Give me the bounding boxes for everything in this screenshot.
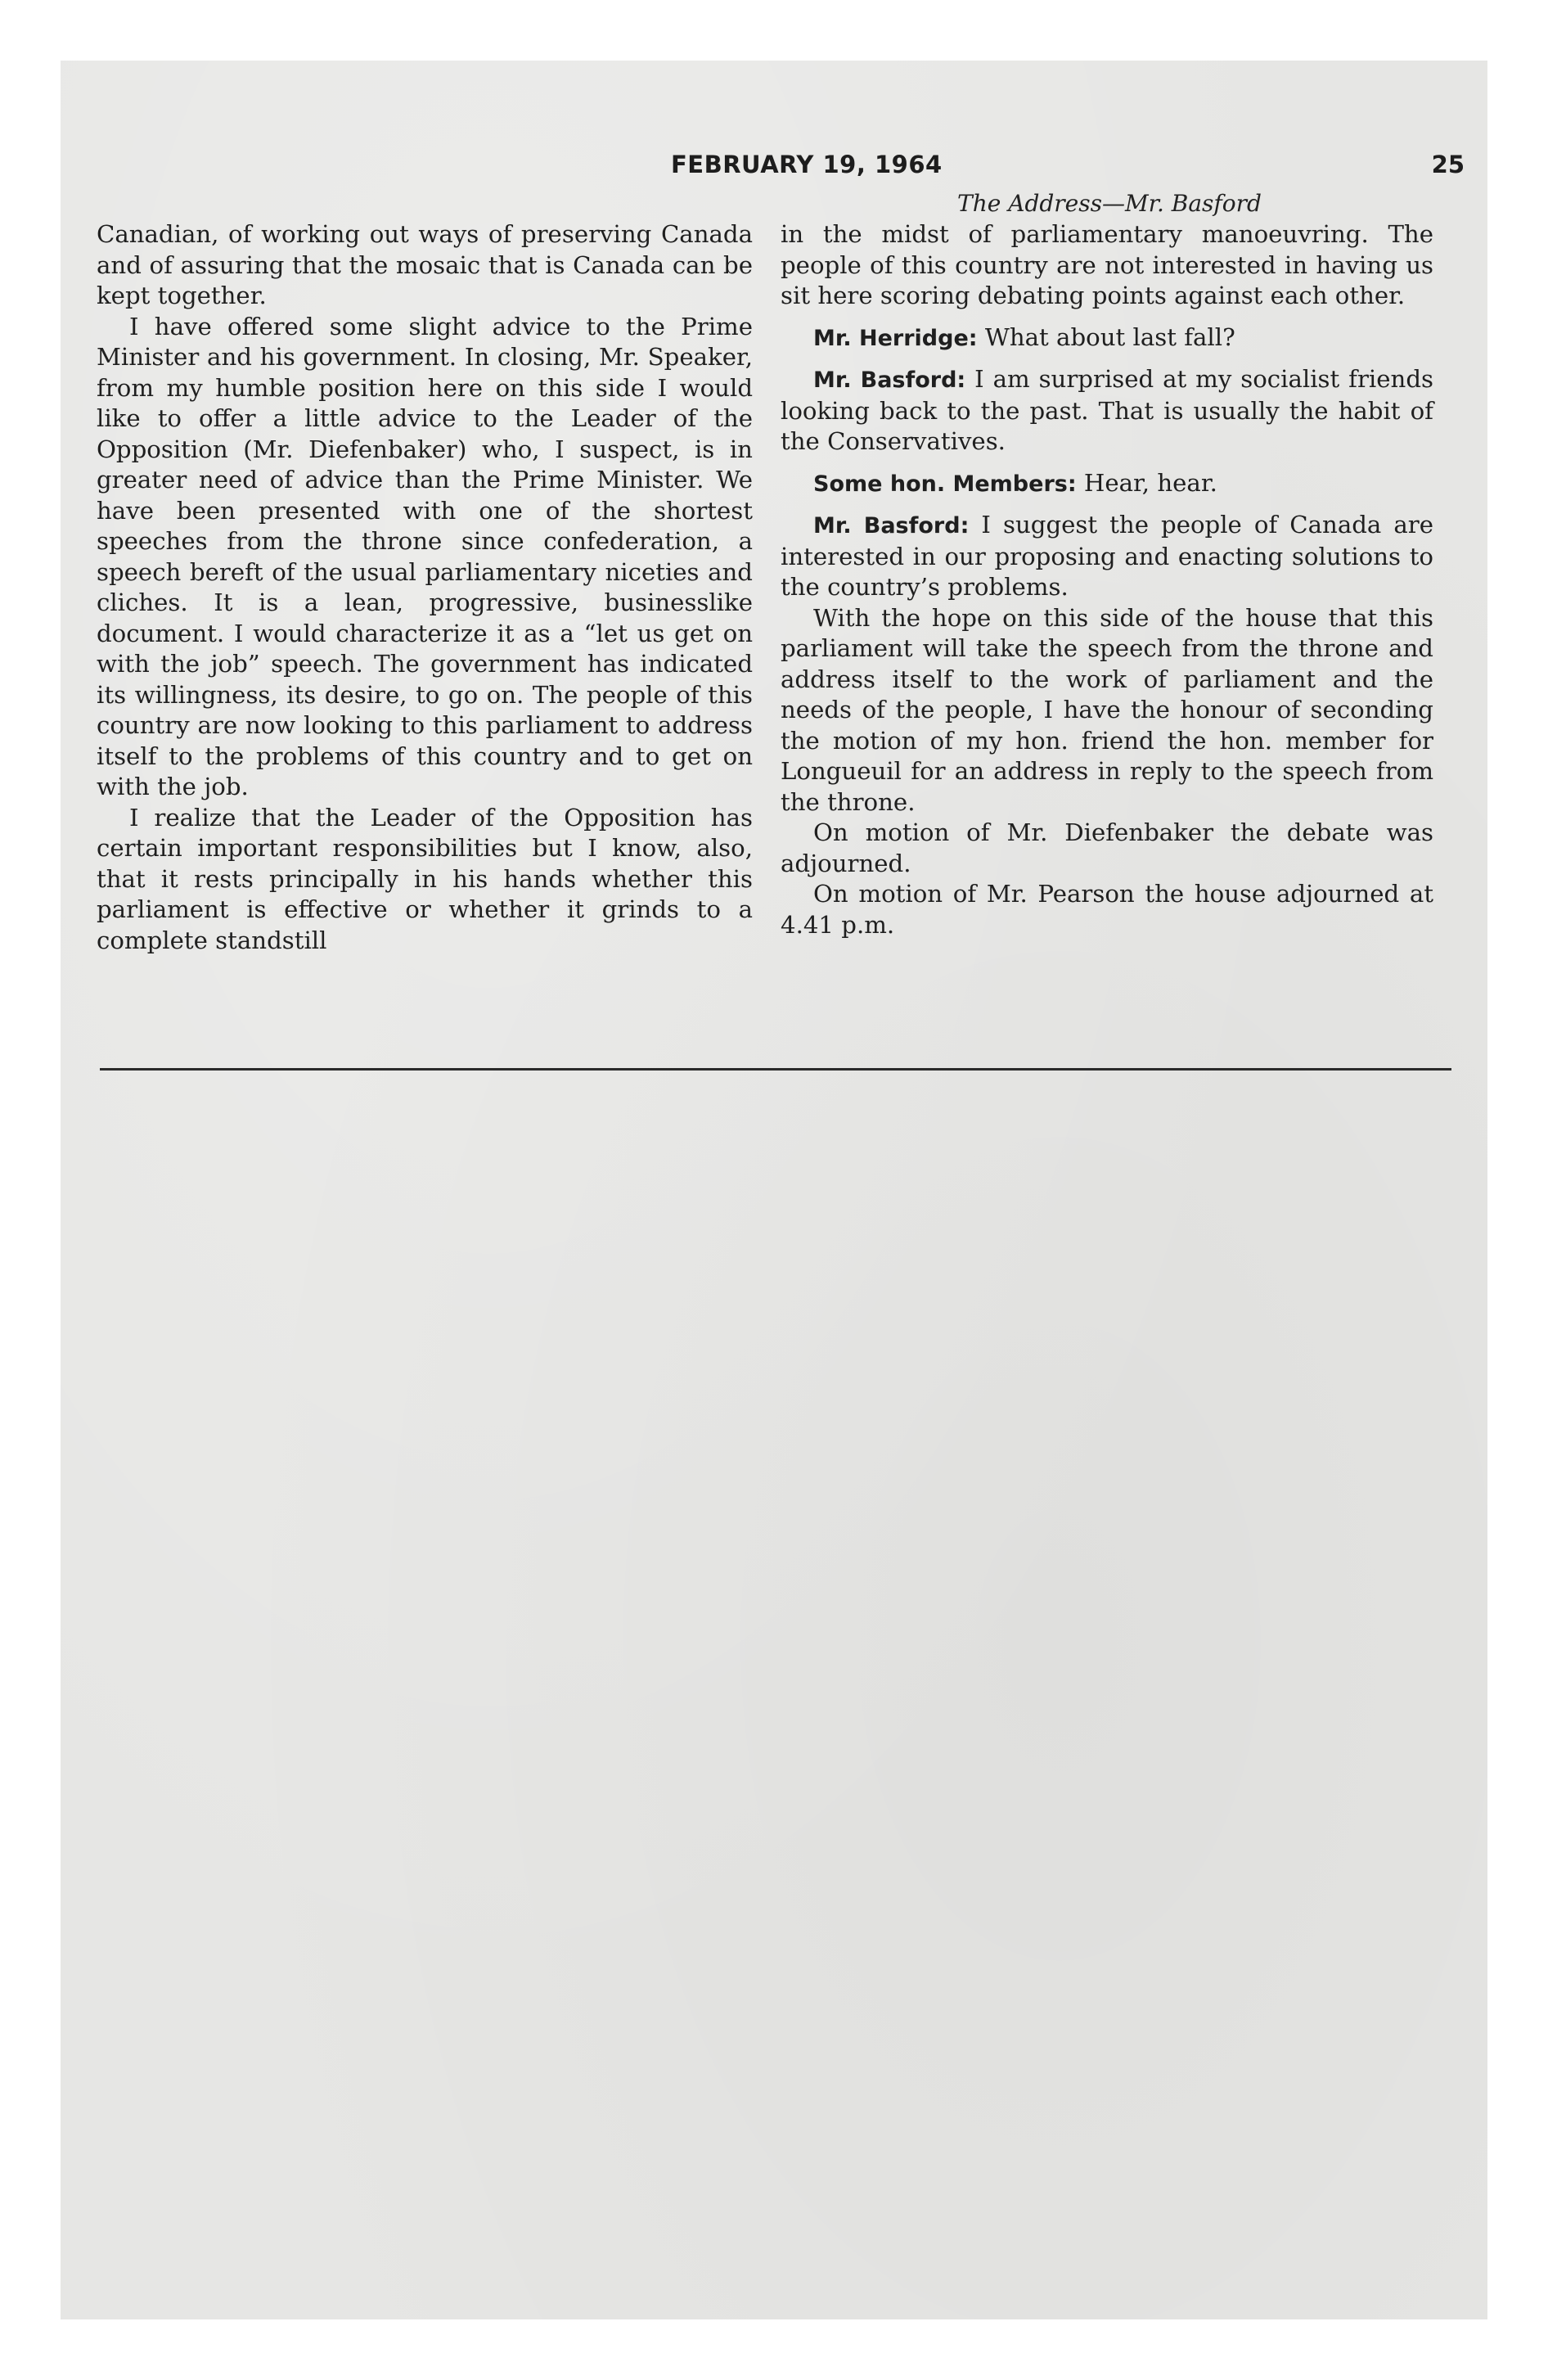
speaker-name: Mr. Basford: — [813, 513, 970, 539]
speech-text: I am surprised at my socialist friends looking back to the past. That is usually the habit of the Conservatives. — [781, 365, 1433, 455]
speaker-name: Mr. Basford: — [813, 367, 966, 393]
left-column — [97, 219, 753, 956]
paragraph: I have offered some slight advice to the Prime Minister and his government. In closing, Mr. Speaker, from my humble position here on this side I would like to offer a little advice to the Leader of the Opposition (Mr. Diefenbaker) who, I suspect, is in greater need of advice than the Prime Minister. We have been presented with one of the shortest speeches from the throne since confederation, a speech bereft of the usual parliamentary niceties and cliches. It is a lean, progressive, businesslike document. I would characterize it as a “let us get on with the job” speech. The government has indicated its willingness, its desire, to go on. The people of this country are now looking to this parliament to address itself to the problems of this country and to get on with the job. — [97, 312, 753, 800]
section-rule — [100, 1068, 1451, 1071]
right-column — [781, 219, 1433, 940]
running-title: The Address—Mr. Basford — [957, 190, 1262, 217]
page-header — [98, 151, 1489, 183]
page-number: 25 — [1431, 151, 1465, 178]
speaker-name: Some hon. Members: — [813, 471, 1077, 497]
speech-text: What about last fall? — [977, 322, 1235, 351]
paragraph: On motion of Mr. Diefenbaker the debate was adjourned. — [781, 818, 1433, 877]
paragraph: I realize that the Leader of the Opposition has certain important responsibilities but I know, also, that it rests principally in his hands whether this parliament is effective or whether it grinds to a complete standstill — [97, 803, 753, 954]
speech-paragraph — [781, 468, 1433, 500]
speech-paragraph — [781, 510, 1433, 603]
document-page — [61, 61, 1487, 2319]
paragraph: With the hope on this side of the house that this parliament will take the speech from the throne and address itself to the work of parliament and the needs of the people, I have the honour of seconding the motion of my hon. friend the hon. member for Longueuil for an address in reply to the speech from the throne. — [781, 603, 1433, 816]
speech-paragraph — [781, 322, 1433, 354]
header-date: FEBRUARY 19, 1964 — [671, 151, 943, 178]
speech-text: I suggest the people of Canada are interested in our proposing and enacting solutions to the country’s problems. — [781, 511, 1433, 601]
speech-text: Hear, hear. — [1076, 468, 1217, 497]
speaker-name: Mr. Herridge: — [813, 325, 978, 351]
paragraph: On motion of Mr. Pearson the house adjourned at 4.41 p.m. — [781, 880, 1433, 939]
paragraph: in the midst of parliamentary manoeuvring. The people of this country are not interested in having us sit here scoring debating points against each other. — [781, 220, 1433, 309]
speech-paragraph — [781, 364, 1433, 458]
paragraph: Canadian, of working out ways of preserving Canada and of assuring that the mosaic that is Canada can be kept together. — [97, 220, 753, 309]
